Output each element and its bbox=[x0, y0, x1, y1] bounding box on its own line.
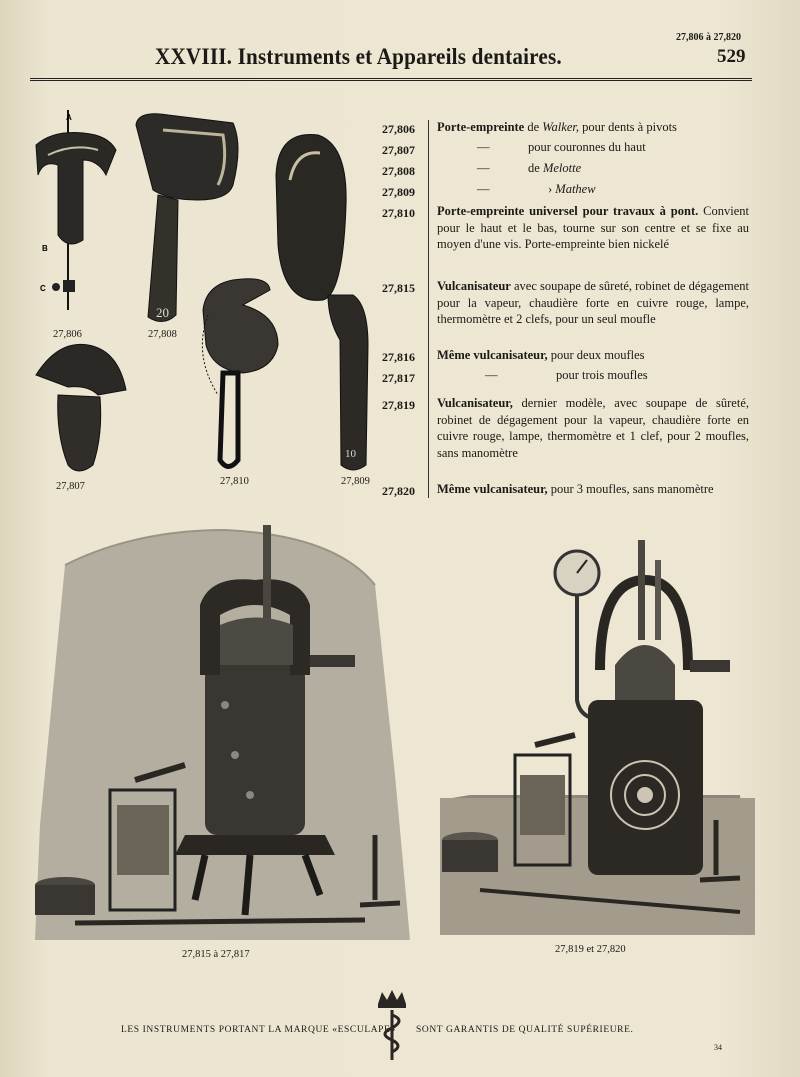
footer-number: 34 bbox=[714, 1043, 722, 1052]
label-b: B bbox=[42, 244, 48, 253]
desc-27820: Même vulcanisateur, pour 3 moufles, sans manomètre bbox=[437, 482, 714, 496]
esculape-logo bbox=[374, 990, 410, 1062]
code-27809: 27,809 bbox=[382, 185, 415, 199]
desc-27807: pour couronnes du haut bbox=[528, 140, 646, 154]
dash-27809: — bbox=[477, 182, 490, 196]
number-20: 20 bbox=[156, 305, 169, 320]
dash-27808: — bbox=[477, 161, 490, 175]
column-divider bbox=[428, 120, 429, 498]
desc-27815: Vulcanisateur avec soupape de sûreté, robinet de dégagement pour la vapeur, chaudière forte en cuivre rouge, lampe, thermomètre et 2 clefs, pour un seul moufle bbox=[437, 279, 749, 326]
page-number: 529 bbox=[717, 46, 746, 67]
caption-photo-2: 27,819 et 27,820 bbox=[555, 944, 626, 955]
footer-right: SONT GARANTIS DE QUALITÉ SUPÉRIEURE. bbox=[416, 1025, 634, 1035]
code-27810: 27,810 bbox=[382, 206, 415, 220]
tray-27810-drawing bbox=[202, 279, 278, 467]
tray-27809-drawing bbox=[276, 135, 368, 471]
caption-27808: 27,808 bbox=[148, 329, 177, 340]
label-a: A bbox=[66, 113, 72, 122]
desc-27810: Porte-empreinte universel pour travaux à pont. Convient pour le haut et le bas, tourne sur son centre et se fixe au moyen d'une vis. Porte-empreinte bien nickelé bbox=[437, 204, 749, 251]
page-title: XXVIII. Instruments et Appareils dentaires. bbox=[155, 44, 562, 69]
desc-27817: pour trois moufles bbox=[556, 368, 648, 382]
code-27817: 27,817 bbox=[382, 371, 415, 385]
code-27808: 27,808 bbox=[382, 164, 415, 178]
desc-27819: Vulcanisateur, dernier modèle, avec soupape de sûreté, robinet de dégagement pour la vapeur, chaudière forte en cuivre rouge, lampe, thermomètre et 1 clef, pour 2 moufles, sans manomètre bbox=[437, 396, 749, 460]
code-27819: 27,819 bbox=[382, 398, 415, 412]
caption-27806: 27,806 bbox=[53, 329, 82, 340]
footer-left: LES INSTRUMENTS PORTANT LA MARQUE «ESCULAPE» bbox=[121, 1025, 396, 1035]
code-27816: 27,816 bbox=[382, 350, 415, 364]
label-c: C bbox=[40, 284, 46, 293]
code-27806: 27,806 bbox=[382, 122, 415, 136]
page-range: 27,806 à 27,820 bbox=[676, 32, 741, 43]
caption-27807: 27,807 bbox=[56, 481, 85, 492]
caption-27810: 27,810 bbox=[220, 476, 249, 487]
code-27820: 27,820 bbox=[382, 484, 415, 498]
vulcanizer-photo-2 bbox=[440, 540, 755, 935]
vulcanizer-photo-1 bbox=[35, 525, 410, 940]
desc-27806: Porte-empreinte de Walker, pour dents à pivots bbox=[437, 120, 677, 134]
desc-27808: de Melotte bbox=[528, 161, 582, 175]
code-27807: 27,807 bbox=[382, 143, 415, 157]
desc-27816: Même vulcanisateur, pour deux moufles bbox=[437, 348, 645, 362]
impression-trays-illustration bbox=[28, 105, 378, 490]
tray-27807-drawing bbox=[36, 344, 126, 471]
header-rule bbox=[30, 78, 752, 81]
number-10: 10 bbox=[345, 448, 356, 460]
dash-27807: — bbox=[477, 140, 490, 154]
code-27815: 27,815 bbox=[382, 281, 415, 295]
dash-27817: — bbox=[485, 368, 498, 382]
caption-27809: 27,809 bbox=[341, 476, 370, 487]
caption-photo-1: 27,815 à 27,817 bbox=[182, 949, 250, 960]
walker-tray-drawing bbox=[36, 110, 116, 310]
desc-27809: › Mathew bbox=[548, 182, 596, 196]
